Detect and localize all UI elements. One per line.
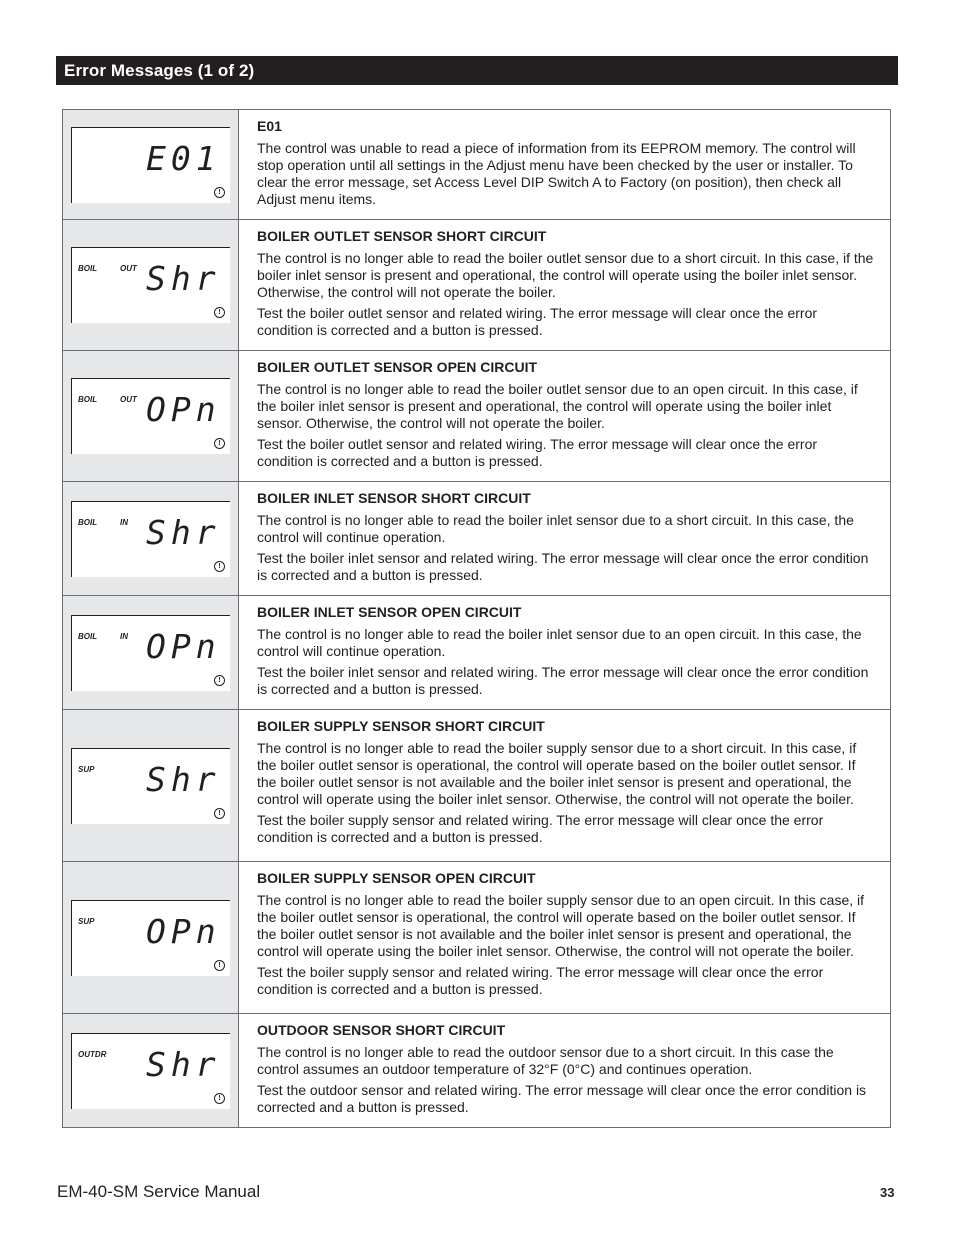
- error-row: [63, 482, 891, 596]
- error-description: Test the boiler inlet sensor and related wiring. The error message will clear once the error condition is corrected and a button is pressed.: [257, 664, 869, 697]
- lcd-label-left: OUTDR: [78, 1049, 107, 1059]
- error-description: The control is no longer able to read the boiler outlet sensor due to an open circuit. In this case, if the boiler inlet sensor is present and operational, the control will operate using the boiler inlet sensor. Otherwise, the control will not operate the boiler.: [257, 381, 858, 431]
- error-title: BOILER INLET SENSOR SHORT CIRCUIT: [257, 490, 531, 506]
- error-row: [63, 596, 891, 710]
- lcd-digits: Shr: [146, 512, 221, 552]
- warning-circle-icon: !: [214, 1093, 225, 1104]
- display-cell: [63, 1014, 239, 1128]
- lcd-display: [71, 900, 230, 976]
- display-cell: [63, 596, 239, 710]
- error-row: [63, 351, 891, 482]
- lcd-display: [71, 501, 230, 577]
- error-description: Test the boiler supply sensor and related wiring. The error message will clear once the error condition is corrected and a button is pressed.: [257, 964, 824, 997]
- error-description: The control is no longer able to read the boiler outlet sensor due to a short circuit. In this case, if the boiler inlet sensor is present and operational, the control will operate using the boiler inlet sensor. Otherwise, the control will not operate the boiler.: [257, 250, 874, 300]
- lcd-display: [71, 378, 230, 454]
- display-cell: [63, 351, 239, 482]
- lcd-label-right: IN: [120, 517, 128, 527]
- error-row: [63, 1014, 891, 1128]
- lcd-digits: Shr: [146, 1044, 221, 1084]
- lcd-label-right: IN: [120, 631, 128, 641]
- lcd-digits: Shr: [146, 259, 221, 298]
- error-row: [63, 710, 891, 862]
- warning-circle-icon: !: [214, 307, 225, 318]
- error-description: The control is no longer able to read the boiler inlet sensor due to a short circuit. In this case, the control will continue operation.: [257, 512, 854, 545]
- error-title: E01: [257, 118, 282, 134]
- lcd-display: [71, 748, 230, 824]
- lcd-display: [71, 615, 230, 691]
- display-cell: [63, 862, 239, 1014]
- error-title: BOILER OUTLET SENSOR OPEN CIRCUIT: [257, 359, 538, 375]
- display-cell: [63, 710, 239, 862]
- section-header-bar: [56, 56, 898, 85]
- section-title: Error Messages (1 of 2): [64, 60, 255, 80]
- error-title: BOILER SUPPLY SENSOR OPEN CIRCUIT: [257, 870, 536, 886]
- display-cell: [63, 220, 239, 351]
- lcd-display: [71, 247, 230, 323]
- error-row: [63, 220, 891, 351]
- lcd-label-right: OUT: [120, 264, 137, 273]
- description-cell: [239, 1014, 891, 1128]
- lcd-digits: OPn: [146, 390, 221, 429]
- warning-circle-icon: !: [214, 187, 225, 198]
- warning-circle-icon: !: [214, 438, 225, 449]
- error-description: The control was unable to read a piece of information from its EEPROM memory. The control will stop operation until all settings in the Adjust menu have been checked by the user or installer. To clear the error message, set Access Level DIP Switch A to Factory (on position), then check all Adjust menu items.: [257, 140, 856, 207]
- error-description: Test the boiler outlet sensor and related wiring. The error message will clear once the error condition is corrected and a button is pressed.: [257, 436, 818, 469]
- error-description: The control is no longer able to read the outdoor sensor due to a short circuit. In this case the control assumes an outdoor temperature of 32°F (0°C) and continues operation.: [257, 1044, 834, 1077]
- error-description: Test the boiler supply sensor and related wiring. The error message will clear once the error condition is corrected and a button is pressed.: [257, 812, 824, 845]
- warning-circle-icon: !: [214, 960, 225, 971]
- lcd-display: [71, 1033, 230, 1109]
- description-cell: [239, 482, 891, 596]
- lcd-digits: OPn: [146, 626, 221, 666]
- error-messages-table: [62, 109, 891, 1128]
- lcd-label-left: BOIL: [78, 395, 98, 404]
- display-cell: [63, 110, 239, 220]
- lcd-label-left: BOIL: [78, 517, 98, 527]
- error-description: The control is no longer able to read the boiler supply sensor due to an open circuit. In this case, if the boiler outlet sensor is operational, the control will operate based on the boiler outlet sensor. If the boiler outlet sensor is not available and the boiler inlet sensor is present and operational, the control will operate using the boiler inlet sensor. Otherwise, the control will not operate the boiler.: [257, 892, 865, 959]
- error-row: [63, 862, 891, 1014]
- lcd-display: [71, 127, 230, 203]
- error-description: Test the boiler inlet sensor and related wiring. The error message will clear once the error condition is corrected and a button is pressed.: [257, 550, 869, 583]
- lcd-label-left: BOIL: [78, 631, 98, 641]
- warning-circle-icon: !: [214, 561, 225, 572]
- lcd-digits: E01: [146, 138, 221, 178]
- warning-circle-icon: !: [214, 808, 225, 819]
- error-description: Test the outdoor sensor and related wiring. The error message will clear once the error condition is corrected and a button is pressed.: [257, 1082, 867, 1115]
- warning-circle-icon: !: [214, 675, 225, 686]
- error-title: BOILER OUTLET SENSOR SHORT CIRCUIT: [257, 228, 547, 244]
- lcd-label-left: BOIL: [78, 264, 98, 273]
- lcd-digits: OPn: [146, 911, 221, 951]
- error-description: The control is no longer able to read the boiler inlet sensor due to an open circuit. In this case, the control will continue operation.: [257, 626, 862, 659]
- description-cell: [239, 220, 891, 351]
- lcd-digits: Shr: [146, 759, 221, 799]
- lcd-label-left: SUP: [78, 916, 95, 926]
- manual-title: EM-40-SM Service Manual: [57, 1182, 261, 1201]
- description-cell: [239, 351, 891, 482]
- error-description: Test the boiler outlet sensor and related wiring. The error message will clear once the error condition is corrected and a button is pressed.: [257, 305, 818, 338]
- lcd-label-right: OUT: [120, 395, 137, 404]
- description-cell: [239, 110, 891, 220]
- display-cell: [63, 482, 239, 596]
- description-cell: [239, 710, 891, 862]
- error-description: The control is no longer able to read the boiler supply sensor due to a short circuit. In this case, if the boiler outlet sensor is operational, the control will operate based on the boiler outlet sensor. If the boiler outlet sensor is not available and the boiler inlet sensor is present and operational, the control will operate using the boiler inlet sensor. Otherwise, the control will not operate the boiler.: [257, 740, 857, 807]
- description-cell: [239, 596, 891, 710]
- lcd-label-left: SUP: [78, 764, 95, 774]
- error-title: BOILER INLET SENSOR OPEN CIRCUIT: [257, 604, 522, 620]
- error-title: BOILER SUPPLY SENSOR SHORT CIRCUIT: [257, 718, 545, 734]
- page-number: 33: [880, 1185, 895, 1200]
- description-cell: [239, 862, 891, 1014]
- error-title: OUTDOOR SENSOR SHORT CIRCUIT: [257, 1022, 506, 1038]
- error-row: [63, 110, 891, 220]
